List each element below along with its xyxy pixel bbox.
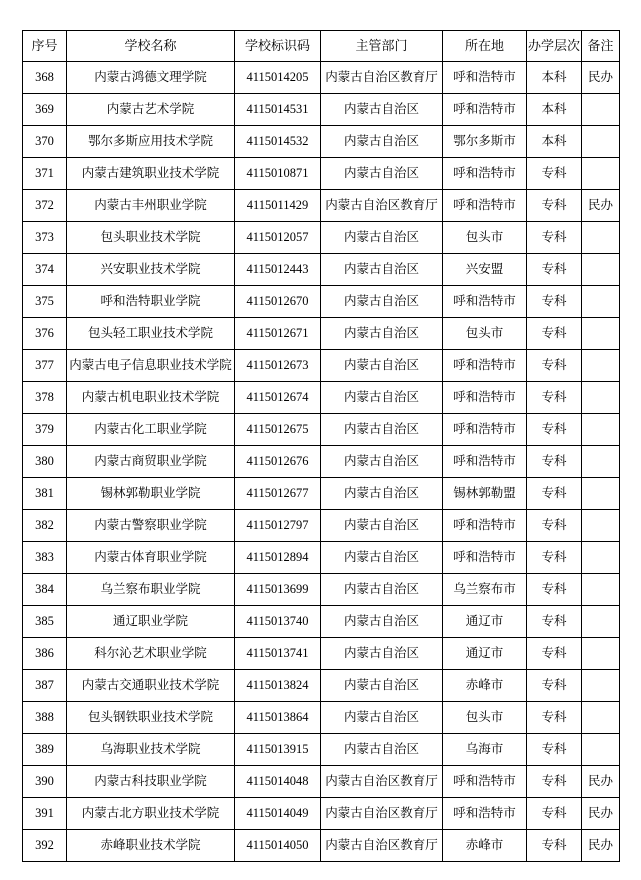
cell-location: 呼和浩特市: [443, 414, 527, 446]
cell-remark: [582, 542, 620, 574]
cell-level: 专科: [527, 446, 582, 478]
cell-location: 呼和浩特市: [443, 798, 527, 830]
cell-department: 内蒙古自治区: [321, 670, 443, 702]
table-row: [23, 62, 620, 94]
cell-index: 370: [23, 126, 67, 158]
cell-remark: [582, 286, 620, 318]
cell-location: 呼和浩特市: [443, 382, 527, 414]
cell-school-name: 包头轻工职业技术学院: [67, 318, 235, 350]
cell-school-name: 内蒙古商贸职业学院: [67, 446, 235, 478]
cell-department: 内蒙古自治区教育厅: [321, 766, 443, 798]
cell-school-name: 内蒙古鸿德文理学院: [67, 62, 235, 94]
table-body: [23, 62, 620, 862]
cell-remark: [582, 318, 620, 350]
cell-remark: [582, 510, 620, 542]
cell-school-name: 内蒙古电子信息职业技术学院: [67, 350, 235, 382]
table-row: [23, 382, 620, 414]
cell-school-name: 内蒙古交通职业技术学院: [67, 670, 235, 702]
cell-index: 386: [23, 638, 67, 670]
cell-school-name: 内蒙古北方职业技术学院: [67, 798, 235, 830]
cell-location: 呼和浩特市: [443, 510, 527, 542]
cell-school-code: 4115012443: [235, 254, 321, 286]
table-row: [23, 542, 620, 574]
cell-department: 内蒙古自治区: [321, 702, 443, 734]
cell-department: 内蒙古自治区: [321, 542, 443, 574]
cell-remark: 民办: [582, 798, 620, 830]
cell-school-code: 4115013740: [235, 606, 321, 638]
cell-remark: 民办: [582, 62, 620, 94]
school-list-table: [22, 30, 620, 862]
cell-location: 呼和浩特市: [443, 62, 527, 94]
cell-index: 374: [23, 254, 67, 286]
cell-location: 乌兰察布市: [443, 574, 527, 606]
cell-school-name: 兴安职业技术学院: [67, 254, 235, 286]
cell-index: 391: [23, 798, 67, 830]
cell-school-code: 4115012894: [235, 542, 321, 574]
table-row: [23, 798, 620, 830]
cell-index: 380: [23, 446, 67, 478]
table-row: [23, 414, 620, 446]
cell-remark: [582, 638, 620, 670]
cell-remark: [582, 574, 620, 606]
cell-department: 内蒙古自治区: [321, 478, 443, 510]
cell-level: 本科: [527, 94, 582, 126]
cell-remark: [582, 670, 620, 702]
cell-level: 专科: [527, 830, 582, 862]
cell-remark: 民办: [582, 830, 620, 862]
cell-department: 内蒙古自治区: [321, 446, 443, 478]
table-row: [23, 254, 620, 286]
cell-level: 专科: [527, 670, 582, 702]
cell-index: 381: [23, 478, 67, 510]
cell-location: 呼和浩特市: [443, 766, 527, 798]
column-header-location: 所在地: [443, 31, 527, 62]
cell-location: 赤峰市: [443, 670, 527, 702]
cell-index: 388: [23, 702, 67, 734]
cell-level: 本科: [527, 62, 582, 94]
cell-remark: [582, 702, 620, 734]
cell-school-code: 4115014050: [235, 830, 321, 862]
cell-school-code: 4115013864: [235, 702, 321, 734]
cell-remark: 民办: [582, 190, 620, 222]
cell-department: 内蒙古自治区教育厅: [321, 798, 443, 830]
table-row: [23, 286, 620, 318]
table-row: [23, 734, 620, 766]
cell-department: 内蒙古自治区: [321, 638, 443, 670]
cell-school-name: 内蒙古建筑职业技术学院: [67, 158, 235, 190]
table-row: [23, 510, 620, 542]
cell-index: 385: [23, 606, 67, 638]
table-row: [23, 766, 620, 798]
cell-school-code: 4115012675: [235, 414, 321, 446]
cell-location: 呼和浩特市: [443, 190, 527, 222]
cell-school-code: 4115010871: [235, 158, 321, 190]
cell-level: 专科: [527, 510, 582, 542]
cell-location: 兴安盟: [443, 254, 527, 286]
cell-school-name: 包头钢铁职业技术学院: [67, 702, 235, 734]
cell-school-name: 通辽职业学院: [67, 606, 235, 638]
cell-location: 呼和浩特市: [443, 542, 527, 574]
cell-school-code: 4115012674: [235, 382, 321, 414]
column-header-school-code: 学校标识码: [235, 31, 321, 62]
cell-level: 专科: [527, 318, 582, 350]
cell-location: 包头市: [443, 318, 527, 350]
cell-level: 专科: [527, 734, 582, 766]
table-row: [23, 126, 620, 158]
cell-school-code: 4115012057: [235, 222, 321, 254]
cell-location: 呼和浩特市: [443, 286, 527, 318]
table-row: [23, 446, 620, 478]
cell-department: 内蒙古自治区: [321, 222, 443, 254]
cell-level: 专科: [527, 638, 582, 670]
cell-location: 通辽市: [443, 606, 527, 638]
cell-location: 锡林郭勒盟: [443, 478, 527, 510]
cell-department: 内蒙古自治区: [321, 94, 443, 126]
cell-remark: [582, 350, 620, 382]
cell-school-code: 4115014049: [235, 798, 321, 830]
cell-school-code: 4115013699: [235, 574, 321, 606]
cell-level: 专科: [527, 542, 582, 574]
cell-school-name: 乌兰察布职业学院: [67, 574, 235, 606]
cell-school-code: 4115014532: [235, 126, 321, 158]
cell-school-name: 乌海职业技术学院: [67, 734, 235, 766]
cell-location: 通辽市: [443, 638, 527, 670]
cell-index: 373: [23, 222, 67, 254]
column-header-index: 序号: [23, 31, 67, 62]
cell-index: 372: [23, 190, 67, 222]
cell-school-name: 内蒙古警察职业学院: [67, 510, 235, 542]
cell-department: 内蒙古自治区: [321, 414, 443, 446]
cell-school-code: 4115011429: [235, 190, 321, 222]
cell-index: 369: [23, 94, 67, 126]
cell-index: 376: [23, 318, 67, 350]
cell-level: 专科: [527, 478, 582, 510]
cell-location: 呼和浩特市: [443, 446, 527, 478]
cell-location: 鄂尔多斯市: [443, 126, 527, 158]
cell-school-code: 4115013915: [235, 734, 321, 766]
table-row: [23, 670, 620, 702]
cell-remark: 民办: [582, 766, 620, 798]
cell-school-name: 呼和浩特职业学院: [67, 286, 235, 318]
cell-school-name: 内蒙古化工职业学院: [67, 414, 235, 446]
cell-level: 专科: [527, 606, 582, 638]
cell-level: 专科: [527, 798, 582, 830]
cell-remark: [582, 606, 620, 638]
cell-remark: [582, 94, 620, 126]
table-header-row: [23, 31, 620, 62]
cell-index: 378: [23, 382, 67, 414]
cell-index: 368: [23, 62, 67, 94]
table-row: [23, 158, 620, 190]
cell-location: 呼和浩特市: [443, 350, 527, 382]
cell-department: 内蒙古自治区教育厅: [321, 190, 443, 222]
cell-level: 专科: [527, 190, 582, 222]
cell-index: 389: [23, 734, 67, 766]
cell-school-name: 内蒙古丰州职业学院: [67, 190, 235, 222]
cell-index: 390: [23, 766, 67, 798]
cell-school-code: 4115012676: [235, 446, 321, 478]
table-row: [23, 190, 620, 222]
table-row: [23, 478, 620, 510]
table-row: [23, 638, 620, 670]
cell-school-code: 4115014531: [235, 94, 321, 126]
cell-index: 387: [23, 670, 67, 702]
cell-remark: [582, 158, 620, 190]
cell-level: 专科: [527, 574, 582, 606]
cell-department: 内蒙古自治区: [321, 574, 443, 606]
cell-level: 专科: [527, 350, 582, 382]
cell-remark: [582, 734, 620, 766]
cell-level: 专科: [527, 222, 582, 254]
cell-school-code: 4115014048: [235, 766, 321, 798]
cell-school-name: 内蒙古艺术学院: [67, 94, 235, 126]
cell-school-name: 包头职业技术学院: [67, 222, 235, 254]
cell-school-name: 内蒙古科技职业学院: [67, 766, 235, 798]
cell-level: 专科: [527, 766, 582, 798]
cell-index: 392: [23, 830, 67, 862]
table-row: [23, 94, 620, 126]
cell-school-name: 锡林郭勒职业学院: [67, 478, 235, 510]
cell-school-code: 4115012677: [235, 478, 321, 510]
table-row: [23, 606, 620, 638]
column-header-level: 办学层次: [527, 31, 582, 62]
table-header: [23, 31, 620, 62]
cell-school-code: 4115013741: [235, 638, 321, 670]
cell-level: 专科: [527, 702, 582, 734]
table-row: [23, 350, 620, 382]
table-row: [23, 830, 620, 862]
cell-location: 包头市: [443, 222, 527, 254]
cell-department: 内蒙古自治区: [321, 606, 443, 638]
cell-department: 内蒙古自治区: [321, 126, 443, 158]
cell-school-code: 4115012671: [235, 318, 321, 350]
cell-school-name: 内蒙古机电职业技术学院: [67, 382, 235, 414]
cell-location: 呼和浩特市: [443, 158, 527, 190]
cell-location: 呼和浩特市: [443, 94, 527, 126]
cell-index: 377: [23, 350, 67, 382]
cell-index: 384: [23, 574, 67, 606]
cell-location: 乌海市: [443, 734, 527, 766]
cell-department: 内蒙古自治区: [321, 286, 443, 318]
cell-remark: [582, 126, 620, 158]
cell-school-name: 科尔沁艺术职业学院: [67, 638, 235, 670]
cell-level: 本科: [527, 126, 582, 158]
cell-index: 383: [23, 542, 67, 574]
cell-department: 内蒙古自治区: [321, 318, 443, 350]
cell-index: 382: [23, 510, 67, 542]
cell-school-name: 鄂尔多斯应用技术学院: [67, 126, 235, 158]
cell-remark: [582, 254, 620, 286]
table-row: [23, 702, 620, 734]
table-row: [23, 318, 620, 350]
cell-index: 375: [23, 286, 67, 318]
cell-department: 内蒙古自治区: [321, 158, 443, 190]
table-row: [23, 222, 620, 254]
cell-department: 内蒙古自治区: [321, 254, 443, 286]
cell-remark: [582, 478, 620, 510]
cell-level: 专科: [527, 254, 582, 286]
cell-remark: [582, 446, 620, 478]
cell-department: 内蒙古自治区: [321, 382, 443, 414]
cell-index: 371: [23, 158, 67, 190]
cell-department: 内蒙古自治区: [321, 510, 443, 542]
cell-school-code: 4115012670: [235, 286, 321, 318]
cell-remark: [582, 414, 620, 446]
cell-level: 专科: [527, 286, 582, 318]
cell-remark: [582, 382, 620, 414]
cell-school-code: 4115012673: [235, 350, 321, 382]
cell-level: 专科: [527, 382, 582, 414]
cell-remark: [582, 222, 620, 254]
cell-school-code: 4115014205: [235, 62, 321, 94]
cell-school-code: 4115012797: [235, 510, 321, 542]
cell-school-name: 赤峰职业技术学院: [67, 830, 235, 862]
cell-level: 专科: [527, 158, 582, 190]
cell-location: 赤峰市: [443, 830, 527, 862]
cell-department: 内蒙古自治区: [321, 734, 443, 766]
cell-level: 专科: [527, 414, 582, 446]
column-header-school-name: 学校名称: [67, 31, 235, 62]
column-header-department: 主管部门: [321, 31, 443, 62]
cell-department: 内蒙古自治区: [321, 350, 443, 382]
cell-index: 379: [23, 414, 67, 446]
cell-department: 内蒙古自治区教育厅: [321, 830, 443, 862]
cell-location: 包头市: [443, 702, 527, 734]
cell-school-code: 4115013824: [235, 670, 321, 702]
cell-department: 内蒙古自治区教育厅: [321, 62, 443, 94]
cell-school-name: 内蒙古体育职业学院: [67, 542, 235, 574]
table-row: [23, 574, 620, 606]
column-header-remark: 备注: [582, 31, 620, 62]
